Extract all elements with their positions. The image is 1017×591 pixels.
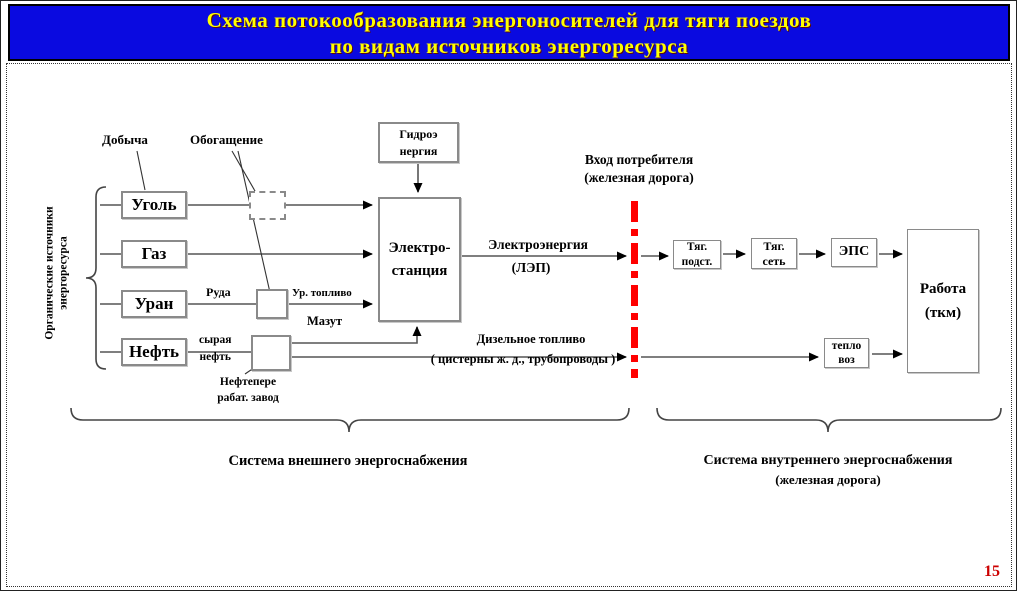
mazut-label: Мазут [307, 314, 343, 328]
consumer-input-line2: (железная дорога) [584, 169, 694, 185]
slide-title-line1: Схема потокообразования энергоносителей для тяги поездов [206, 7, 812, 32]
traction-substation-line1: Тяг. [686, 241, 708, 254]
station-line2: станция [391, 262, 448, 279]
oil-box [121, 338, 187, 366]
oil-refinery-box [251, 335, 291, 371]
crude-oil-label [199, 332, 231, 367]
work-line1: Работа [919, 281, 967, 297]
organic-sources-label [43, 183, 72, 363]
eps-label: ЭПС [838, 244, 870, 260]
lep-label: (ЛЭП) [511, 260, 551, 275]
uranium-fuel-label: Ур. топливо [292, 287, 352, 299]
consumer-input-line1: Вход потребителя [584, 152, 694, 167]
internal-system-label: Система внутреннего энергоснабжения [703, 453, 953, 468]
refinery-label-line2: рабат. завод [217, 391, 279, 404]
traction-network-line1: Тяг. [763, 238, 785, 253]
hydro-line2: нергия [399, 143, 438, 158]
diesel-locomotive-line2: воз [838, 354, 855, 366]
power-station-box [378, 197, 461, 322]
crude-oil-line1: сырая [199, 334, 232, 346]
hydro-energy-box [378, 122, 459, 163]
work-line2: (ткм) [924, 305, 962, 321]
obogashchenie-label: Обогащение [190, 132, 263, 147]
organic-sources-line2: энергоресурса [58, 236, 70, 310]
traction-network-box [751, 238, 797, 269]
dobycha-label: Добыча [102, 132, 148, 147]
gas-box [121, 240, 187, 268]
diesel-fuel-label: Дизельное топливо [476, 332, 586, 346]
traction-substation-box [673, 240, 721, 269]
traction-substation-line2: подст. [681, 255, 713, 268]
coal-box [121, 191, 187, 219]
ruda-label: Руда [206, 285, 231, 299]
diesel-locomotive-line1: тепло [831, 339, 862, 352]
gas-box-label: Газ [141, 244, 167, 264]
refinery-label [217, 375, 279, 406]
oil-box-label: Нефть [128, 342, 180, 362]
uranium-box [121, 290, 187, 318]
coal-enrichment-box [249, 191, 286, 220]
refinery-label-line1: Нефтепере [219, 376, 277, 388]
internal-system-brace [657, 408, 1001, 432]
uranium-enrichment-box [256, 289, 288, 319]
eps-box [831, 238, 877, 267]
traction-network-line2: сеть [762, 253, 786, 268]
external-system-label: Система внешнего энергоснабжения [228, 453, 468, 469]
internal-system-sublabel: (железная дорога) [775, 472, 881, 487]
station-line1: Электро- [388, 240, 451, 256]
diesel-transport-label: ( цистерны ж. д., трубопроводы ) [430, 352, 616, 366]
consumer-input-label [584, 151, 694, 186]
page-number: 15 [984, 563, 1000, 580]
diesel-locomotive-box [824, 338, 869, 368]
external-system-brace [71, 408, 629, 432]
hydro-line1: Гидроэ [399, 126, 438, 141]
coal-box-label: Уголь [131, 195, 177, 215]
slide-title-line2: по видам источников энергоресурса [329, 33, 689, 58]
crude-oil-line2: нефть [199, 351, 231, 364]
work-tkm-box [907, 229, 979, 373]
left-brace [86, 187, 106, 369]
organic-sources-line1: Органические источники [43, 206, 56, 340]
uranium-box-label: Уран [134, 294, 174, 314]
electric-energy-label: Электроэнергия [488, 237, 588, 252]
